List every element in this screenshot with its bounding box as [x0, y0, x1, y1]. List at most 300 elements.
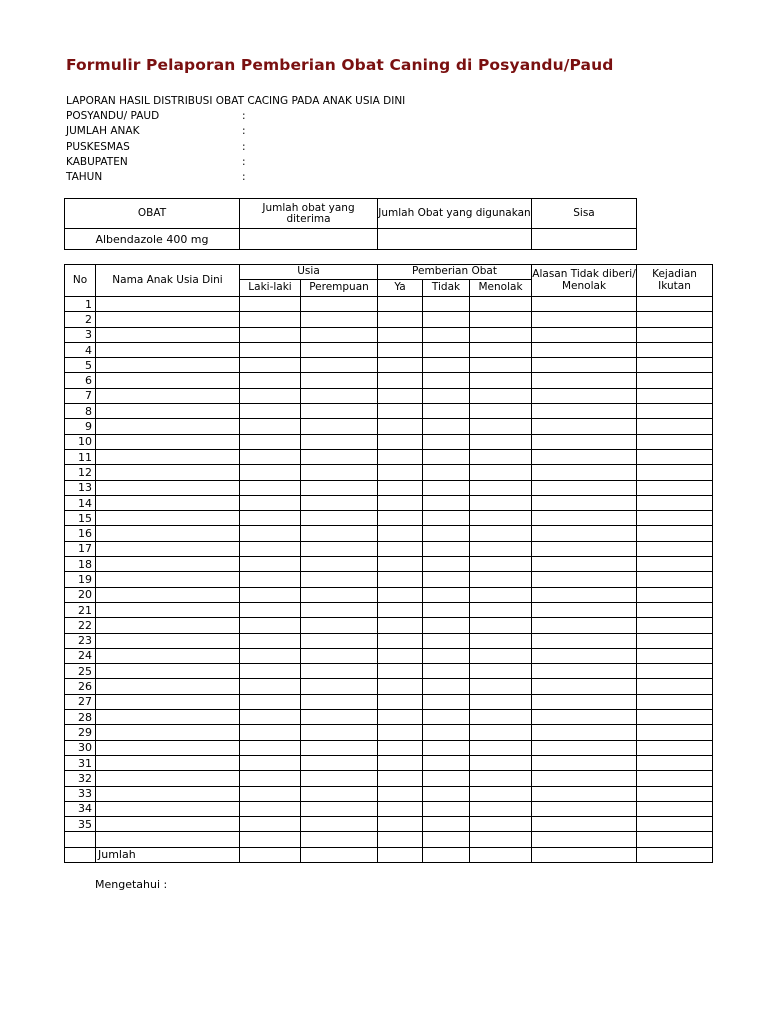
table-cell[interactable]	[637, 587, 713, 602]
table-cell[interactable]	[96, 817, 240, 832]
table-cell[interactable]	[301, 404, 378, 419]
table-cell[interactable]	[96, 526, 240, 541]
table-cell[interactable]	[301, 297, 378, 312]
table-cell[interactable]	[532, 419, 637, 434]
table-cell[interactable]	[470, 404, 532, 419]
table-cell[interactable]	[470, 572, 532, 587]
obat-name-cell[interactable]: Albendazole 400 mg	[65, 229, 240, 250]
table-cell[interactable]	[637, 572, 713, 587]
table-cell[interactable]	[301, 388, 378, 403]
table-cell[interactable]	[470, 358, 532, 373]
table-cell[interactable]	[423, 312, 470, 327]
table-cell[interactable]	[532, 495, 637, 510]
table-cell[interactable]	[637, 465, 713, 480]
table-cell[interactable]	[378, 434, 423, 449]
table-cell[interactable]	[301, 648, 378, 663]
table-cell[interactable]	[423, 755, 470, 770]
table-cell[interactable]	[240, 342, 301, 357]
table-cell[interactable]	[532, 817, 637, 832]
table-cell[interactable]	[532, 587, 637, 602]
table-cell[interactable]	[378, 679, 423, 694]
table-cell[interactable]	[301, 832, 378, 847]
table-cell[interactable]	[240, 358, 301, 373]
table-cell[interactable]	[96, 557, 240, 572]
table-cell[interactable]	[423, 648, 470, 663]
table-cell[interactable]	[470, 449, 532, 464]
table-cell[interactable]	[637, 419, 713, 434]
table-cell[interactable]	[96, 740, 240, 755]
table-cell[interactable]	[532, 786, 637, 801]
table-cell[interactable]	[532, 342, 637, 357]
table-cell[interactable]	[532, 710, 637, 725]
table-cell[interactable]	[240, 572, 301, 587]
table-cell[interactable]	[240, 465, 301, 480]
table-cell[interactable]	[470, 526, 532, 541]
table-cell[interactable]	[378, 526, 423, 541]
table-cell[interactable]	[301, 327, 378, 342]
table-cell[interactable]	[532, 358, 637, 373]
table-cell[interactable]	[378, 373, 423, 388]
table-cell[interactable]	[470, 602, 532, 617]
table-cell[interactable]	[470, 312, 532, 327]
table-cell[interactable]	[637, 541, 713, 556]
table-cell[interactable]	[96, 465, 240, 480]
table-cell[interactable]	[96, 434, 240, 449]
table-cell[interactable]	[96, 725, 240, 740]
table-cell[interactable]	[301, 587, 378, 602]
table-cell[interactable]	[532, 832, 637, 847]
table-cell[interactable]	[532, 618, 637, 633]
table-cell[interactable]	[423, 694, 470, 709]
table-cell[interactable]	[532, 771, 637, 786]
table-cell[interactable]	[378, 449, 423, 464]
table-cell[interactable]	[637, 449, 713, 464]
table-cell[interactable]	[423, 602, 470, 617]
table-cell[interactable]	[378, 297, 423, 312]
table-cell[interactable]	[470, 618, 532, 633]
table-cell[interactable]	[423, 327, 470, 342]
table-cell[interactable]	[301, 511, 378, 526]
table-cell[interactable]	[301, 557, 378, 572]
table-cell[interactable]	[423, 786, 470, 801]
table-cell[interactable]	[423, 541, 470, 556]
table-cell[interactable]	[240, 587, 301, 602]
table-cell[interactable]	[301, 694, 378, 709]
table-cell[interactable]	[532, 511, 637, 526]
table-cell[interactable]	[240, 541, 301, 556]
table-cell[interactable]	[96, 495, 240, 510]
table-cell[interactable]	[96, 801, 240, 816]
table-cell[interactable]	[240, 419, 301, 434]
table-cell[interactable]	[301, 342, 378, 357]
table-cell[interactable]	[96, 679, 240, 694]
table-cell[interactable]	[301, 710, 378, 725]
table-cell[interactable]	[637, 740, 713, 755]
table-cell[interactable]	[96, 312, 240, 327]
table-cell[interactable]	[378, 648, 423, 663]
table-cell[interactable]	[96, 449, 240, 464]
table-cell[interactable]	[378, 801, 423, 816]
table-cell[interactable]	[378, 495, 423, 510]
table-cell[interactable]	[378, 419, 423, 434]
table-cell[interactable]	[532, 465, 637, 480]
table-cell[interactable]	[378, 327, 423, 342]
table-cell[interactable]	[240, 602, 301, 617]
table-cell[interactable]	[96, 755, 240, 770]
table-cell[interactable]	[637, 801, 713, 816]
table-cell[interactable]	[532, 388, 637, 403]
table-cell[interactable]	[470, 755, 532, 770]
table-cell[interactable]	[470, 297, 532, 312]
total-cell[interactable]	[240, 847, 301, 862]
table-cell[interactable]	[470, 587, 532, 602]
table-cell[interactable]	[637, 832, 713, 847]
table-cell[interactable]	[423, 419, 470, 434]
table-cell[interactable]	[96, 664, 240, 679]
table-cell[interactable]	[470, 557, 532, 572]
table-cell[interactable]	[378, 602, 423, 617]
table-cell[interactable]	[240, 801, 301, 816]
report-field-colon[interactable]: :	[242, 140, 246, 153]
table-cell[interactable]	[301, 817, 378, 832]
table-cell[interactable]	[532, 373, 637, 388]
table-cell[interactable]	[240, 694, 301, 709]
table-cell[interactable]	[96, 602, 240, 617]
total-cell[interactable]	[470, 847, 532, 862]
table-cell[interactable]	[240, 480, 301, 495]
table-cell[interactable]	[301, 679, 378, 694]
table-cell[interactable]	[532, 602, 637, 617]
table-cell[interactable]	[378, 710, 423, 725]
table-cell[interactable]	[532, 801, 637, 816]
table-cell[interactable]	[301, 526, 378, 541]
report-field-colon[interactable]: :	[242, 110, 246, 123]
table-cell[interactable]	[240, 786, 301, 801]
table-cell[interactable]	[470, 388, 532, 403]
table-cell[interactable]	[378, 740, 423, 755]
report-field-colon[interactable]: :	[242, 125, 246, 138]
table-cell[interactable]	[240, 725, 301, 740]
table-cell[interactable]	[378, 755, 423, 770]
table-cell[interactable]	[378, 541, 423, 556]
table-cell[interactable]	[423, 465, 470, 480]
table-cell[interactable]	[532, 725, 637, 740]
table-cell[interactable]	[470, 801, 532, 816]
table-cell[interactable]	[301, 771, 378, 786]
table-cell[interactable]	[423, 633, 470, 648]
obat-diterima-cell[interactable]	[240, 229, 378, 250]
table-cell[interactable]	[423, 572, 470, 587]
table-cell[interactable]	[301, 618, 378, 633]
table-cell[interactable]	[96, 297, 240, 312]
table-cell[interactable]	[423, 495, 470, 510]
table-cell[interactable]	[637, 557, 713, 572]
table-cell[interactable]	[423, 404, 470, 419]
table-cell[interactable]	[470, 817, 532, 832]
table-cell[interactable]	[470, 740, 532, 755]
table-cell[interactable]	[96, 786, 240, 801]
table-cell[interactable]	[240, 511, 301, 526]
table-cell[interactable]	[532, 526, 637, 541]
table-cell[interactable]	[637, 664, 713, 679]
table-cell[interactable]	[423, 434, 470, 449]
table-cell[interactable]	[470, 373, 532, 388]
table-cell[interactable]	[96, 694, 240, 709]
table-cell[interactable]	[301, 480, 378, 495]
table-cell[interactable]	[240, 832, 301, 847]
table-cell[interactable]	[240, 618, 301, 633]
table-cell[interactable]	[96, 710, 240, 725]
table-cell[interactable]	[637, 648, 713, 663]
report-field-colon[interactable]: :	[242, 155, 246, 168]
table-cell[interactable]	[423, 526, 470, 541]
table-cell[interactable]	[423, 710, 470, 725]
table-cell[interactable]	[423, 511, 470, 526]
table-cell[interactable]	[301, 755, 378, 770]
table-cell[interactable]	[378, 388, 423, 403]
table-cell[interactable]	[532, 449, 637, 464]
table-cell[interactable]	[240, 679, 301, 694]
table-cell[interactable]	[532, 572, 637, 587]
table-cell[interactable]	[96, 587, 240, 602]
table-cell[interactable]	[637, 679, 713, 694]
table-cell[interactable]	[637, 786, 713, 801]
table-cell[interactable]	[378, 358, 423, 373]
table-cell[interactable]	[240, 434, 301, 449]
table-cell[interactable]	[378, 694, 423, 709]
table-cell[interactable]	[532, 694, 637, 709]
table-cell[interactable]	[637, 710, 713, 725]
table-cell[interactable]	[240, 664, 301, 679]
table-cell[interactable]	[423, 480, 470, 495]
total-cell[interactable]	[532, 847, 637, 862]
table-cell[interactable]	[240, 297, 301, 312]
table-cell[interactable]	[637, 434, 713, 449]
table-cell[interactable]	[96, 618, 240, 633]
table-cell[interactable]	[470, 511, 532, 526]
table-cell[interactable]	[532, 679, 637, 694]
table-cell[interactable]	[378, 572, 423, 587]
table-cell[interactable]	[378, 312, 423, 327]
table-cell[interactable]	[301, 740, 378, 755]
table-cell[interactable]	[532, 557, 637, 572]
table-cell[interactable]	[637, 817, 713, 832]
table-cell[interactable]	[637, 771, 713, 786]
table-cell[interactable]	[378, 633, 423, 648]
report-field-colon[interactable]: :	[242, 170, 246, 183]
table-cell[interactable]	[96, 342, 240, 357]
table-cell[interactable]	[532, 648, 637, 663]
table-cell[interactable]	[378, 511, 423, 526]
table-cell[interactable]	[423, 557, 470, 572]
total-cell[interactable]	[378, 847, 423, 862]
table-cell[interactable]	[96, 373, 240, 388]
table-cell[interactable]	[637, 511, 713, 526]
table-cell[interactable]	[423, 817, 470, 832]
table-cell[interactable]	[240, 495, 301, 510]
table-cell[interactable]	[637, 358, 713, 373]
table-cell[interactable]	[423, 664, 470, 679]
table-cell[interactable]	[470, 327, 532, 342]
table-cell[interactable]	[378, 404, 423, 419]
table-cell[interactable]	[96, 572, 240, 587]
table-cell[interactable]	[470, 342, 532, 357]
table-cell[interactable]	[378, 480, 423, 495]
table-cell[interactable]	[301, 465, 378, 480]
table-cell[interactable]	[378, 557, 423, 572]
table-cell[interactable]	[378, 725, 423, 740]
table-cell[interactable]	[637, 312, 713, 327]
table-cell[interactable]	[532, 480, 637, 495]
table-cell[interactable]	[96, 771, 240, 786]
table-cell[interactable]	[301, 786, 378, 801]
total-cell[interactable]	[637, 847, 713, 862]
table-cell[interactable]	[423, 679, 470, 694]
table-cell[interactable]	[637, 526, 713, 541]
table-cell[interactable]	[423, 358, 470, 373]
table-cell[interactable]	[637, 495, 713, 510]
table-cell[interactable]	[96, 358, 240, 373]
table-cell[interactable]	[470, 710, 532, 725]
table-cell[interactable]	[240, 404, 301, 419]
table-cell[interactable]	[532, 755, 637, 770]
table-cell[interactable]	[532, 434, 637, 449]
table-cell[interactable]	[637, 480, 713, 495]
table-cell[interactable]	[637, 404, 713, 419]
table-cell[interactable]	[301, 725, 378, 740]
table-cell[interactable]	[240, 817, 301, 832]
table-cell[interactable]	[532, 327, 637, 342]
table-cell[interactable]	[423, 801, 470, 816]
table-cell[interactable]	[470, 495, 532, 510]
table-cell[interactable]	[532, 404, 637, 419]
table-cell[interactable]	[378, 664, 423, 679]
table-cell[interactable]	[532, 312, 637, 327]
table-cell[interactable]	[423, 388, 470, 403]
table-cell[interactable]	[532, 740, 637, 755]
table-cell[interactable]	[637, 755, 713, 770]
table-cell[interactable]	[378, 465, 423, 480]
table-cell[interactable]	[378, 832, 423, 847]
table-cell[interactable]	[423, 618, 470, 633]
table-cell[interactable]	[423, 832, 470, 847]
table-cell[interactable]	[637, 694, 713, 709]
table-cell[interactable]	[378, 786, 423, 801]
table-cell[interactable]	[378, 618, 423, 633]
table-cell[interactable]	[637, 297, 713, 312]
table-cell[interactable]	[301, 602, 378, 617]
table-cell[interactable]	[301, 801, 378, 816]
table-cell[interactable]	[470, 648, 532, 663]
table-cell[interactable]	[378, 342, 423, 357]
table-cell[interactable]	[240, 648, 301, 663]
table-cell[interactable]	[240, 388, 301, 403]
table-cell[interactable]	[470, 832, 532, 847]
table-cell[interactable]	[470, 434, 532, 449]
table-cell[interactable]	[637, 373, 713, 388]
table-cell[interactable]	[423, 297, 470, 312]
table-cell[interactable]	[240, 740, 301, 755]
table-cell[interactable]	[301, 419, 378, 434]
table-cell[interactable]	[470, 725, 532, 740]
table-cell[interactable]	[470, 771, 532, 786]
table-cell[interactable]	[637, 618, 713, 633]
table-cell[interactable]	[470, 480, 532, 495]
table-cell[interactable]	[96, 541, 240, 556]
table-cell[interactable]	[470, 786, 532, 801]
table-cell[interactable]	[96, 511, 240, 526]
table-cell[interactable]	[637, 633, 713, 648]
table-cell[interactable]	[637, 602, 713, 617]
table-cell[interactable]	[240, 633, 301, 648]
table-cell[interactable]	[240, 710, 301, 725]
table-cell[interactable]	[301, 495, 378, 510]
table-cell[interactable]	[470, 541, 532, 556]
table-cell[interactable]	[470, 664, 532, 679]
table-cell[interactable]	[532, 297, 637, 312]
table-cell[interactable]	[96, 633, 240, 648]
obat-sisa-cell[interactable]	[532, 229, 637, 250]
table-cell[interactable]	[301, 572, 378, 587]
table-cell[interactable]	[96, 480, 240, 495]
total-cell[interactable]	[301, 847, 378, 862]
table-cell[interactable]	[470, 633, 532, 648]
table-cell[interactable]	[301, 312, 378, 327]
table-cell[interactable]	[301, 664, 378, 679]
table-cell[interactable]	[470, 694, 532, 709]
total-cell[interactable]	[423, 847, 470, 862]
table-cell[interactable]	[637, 725, 713, 740]
table-cell[interactable]	[423, 740, 470, 755]
table-cell[interactable]	[96, 388, 240, 403]
table-cell[interactable]	[96, 648, 240, 663]
table-cell[interactable]	[96, 832, 240, 847]
table-cell[interactable]	[240, 526, 301, 541]
table-cell[interactable]	[532, 664, 637, 679]
table-cell[interactable]	[240, 755, 301, 770]
table-cell[interactable]	[301, 434, 378, 449]
table-cell[interactable]	[301, 541, 378, 556]
table-cell[interactable]	[301, 358, 378, 373]
table-cell[interactable]	[240, 373, 301, 388]
table-cell[interactable]	[240, 312, 301, 327]
table-cell[interactable]	[423, 725, 470, 740]
table-cell[interactable]	[96, 327, 240, 342]
table-cell[interactable]	[240, 557, 301, 572]
table-cell[interactable]	[532, 633, 637, 648]
table-cell[interactable]	[423, 342, 470, 357]
table-cell[interactable]	[470, 679, 532, 694]
table-cell[interactable]	[301, 449, 378, 464]
table-cell[interactable]	[240, 771, 301, 786]
table-cell[interactable]	[637, 327, 713, 342]
table-cell[interactable]	[423, 587, 470, 602]
table-cell[interactable]	[637, 342, 713, 357]
table-cell[interactable]	[378, 817, 423, 832]
table-cell[interactable]	[470, 419, 532, 434]
table-cell[interactable]	[378, 771, 423, 786]
table-cell[interactable]	[378, 587, 423, 602]
table-cell[interactable]	[423, 771, 470, 786]
table-cell[interactable]	[96, 419, 240, 434]
table-cell[interactable]	[423, 449, 470, 464]
table-cell[interactable]	[637, 388, 713, 403]
table-cell[interactable]	[301, 373, 378, 388]
obat-digunakan-cell[interactable]	[378, 229, 532, 250]
table-cell[interactable]	[470, 465, 532, 480]
table-cell[interactable]	[240, 327, 301, 342]
table-cell[interactable]	[532, 541, 637, 556]
